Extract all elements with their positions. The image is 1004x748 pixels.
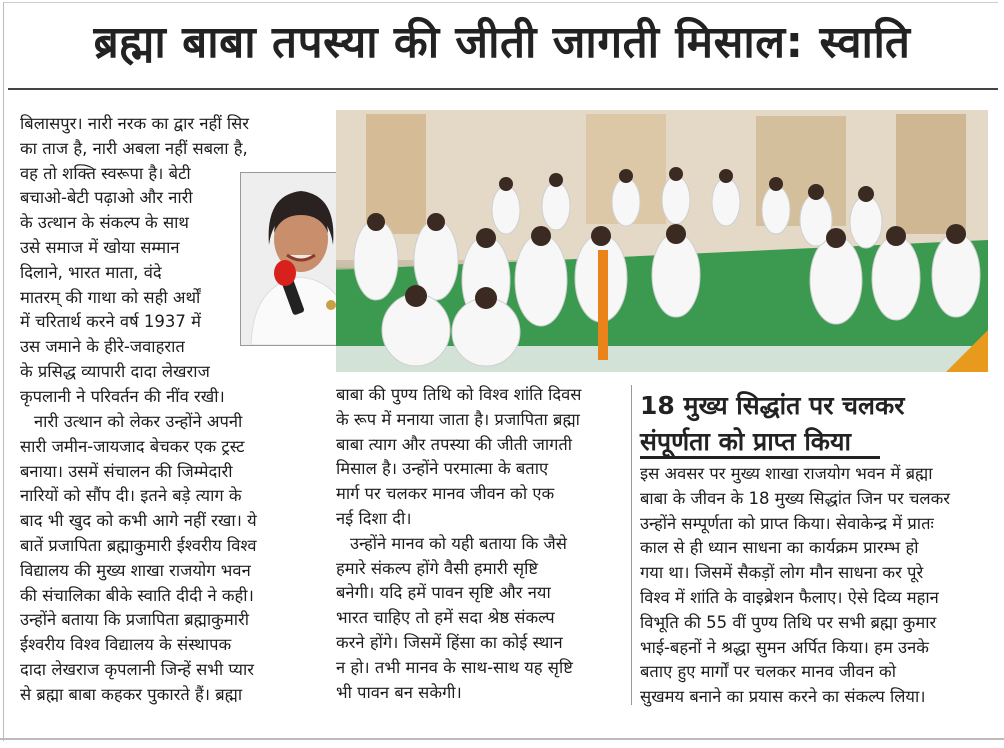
text-line: बाबा की पुण्य तिथि को विश्व शांति दिवस [336,385,582,404]
text-line: के रूप में मनाया जाता है। प्रजापिता ब्रह्मा [336,409,580,429]
text-line: बताए हुए मार्गों पर चलकर मानव जीवन को [640,662,896,682]
text-line: विश्व में शांति के वाइब्रेशन फैलाए। ऐसे दिव्य महान [640,587,939,607]
text-line: भाई-बहनों ने श्रद्धा सुमन अर्पित किया। हम उनके [640,637,929,657]
subheading-underline [640,456,880,459]
text-line: काल से ही ध्यान साधना का कार्यक्रम प्रारम्भ हो [640,538,919,558]
text-line [336,532,628,557]
text-line: उन्होंने सम्पूर्णता को प्राप्त किया। सेवाकेन्द्र में प्रातः [640,513,934,533]
text-line: दादा लेखराज कृपलानी जिन्हें सभी प्यार [20,659,254,679]
text-line: इस अवसर पर मुख्य शाखा राजयोग भवन में ब्रह्मा [640,464,933,483]
text-line: में चरितार्थ करने वर्ष 1937 में [20,312,201,332]
text-line: हमारे संकल्प होंगे वैसी हमारी सृष्टि [336,558,539,578]
text-line: का ताज है, नारी अबला नहीं सबला है, [20,138,248,158]
text-line: गया था। जिसमें सैकड़ों लोग मौन साधना कर पूरे [640,563,924,583]
text-line: के उत्थान के संकल्प के साथ [20,213,189,233]
text-line: बनाया। उसमें संचालन की जिम्मेदारी [20,461,233,481]
text-line: उन्होंने बताया कि प्रजापिता ब्रह्माकुमारी [20,610,250,630]
text-line: न हो। तभी मानव के साथ-साथ यह सृष्टि [336,657,573,677]
text-line: भी पावन बन सकेगी। [336,682,462,702]
text-span: नारी उत्थान को लेकर उन्होंने अपनी [34,412,243,431]
text-line: की संचालिका बीके स्वाति दीदी ने कही। [20,585,254,605]
event-photo [336,110,988,372]
text-line: मार्ग पर चलकर मानव जीवन को एक [336,484,555,504]
text-span: उन्होंने मानव को यही बताया कि जैसे [350,533,567,553]
text-line [20,112,320,137]
text-line: वह तो शक्ति स्वरूपा है। बेटी [20,163,191,183]
text-line: बातें प्रजापिता ब्रह्माकुमारी ईश्वरीय विश्व [20,535,257,555]
text-line: मिसाल है। उन्होंने परमात्मा के बताए [336,459,549,479]
text-line: ईश्वरीय विश्व विद्यालय के संस्थापक [20,635,232,655]
text-line: बाद भी खुद को कभी आगे नहीं रखा। ये [20,511,257,531]
subheading [640,388,904,460]
text-line: उसे समाज में खोया सम्मान [20,237,180,257]
text-line: उस जमाने के हीरे-जवाहरात [20,337,185,357]
text-line: कृपलानी ने परिवर्तन की नींव रखी। [20,386,225,406]
column-divider [631,385,632,705]
text-line: भारत चाहिए तो हमें सदा श्रेष्ठ संकल्प [336,608,555,628]
text-line: दिलाने, भारत माता, वंदे [20,262,162,282]
text-line: करने होंगे। जिसमें हिंसा का कोई स्थान [336,632,563,652]
col1-full [20,410,332,708]
headline: ब्रह्मा बाबा तपस्या की जीती जागती मिसाल: स्वाति [93,17,911,68]
text-line: सुखमय बनाने का प्रयास करने का संकल्प लिया। [640,687,926,707]
text-line: मातरम् की गाथा को सही अर्थों [20,287,201,307]
text-line: के प्रसिद्ध व्यापारी दादा लेखराज [20,361,210,381]
text-line: बचाओ-बेटी पढ़ाओ और नारी [20,188,193,208]
text-line: विभूति की 55 वीं पुण्य तिथि पर सभी ब्रह्मा कुमार [640,612,937,632]
headline-rule [8,88,998,90]
col3 [640,462,994,710]
text-line: विद्यालय की मुख्य शाखा राजयोग भवन [20,560,251,580]
text-line: सारी जमीन-जायजाद बेचकर एक ट्रस्ट [20,436,245,456]
dateline: बिलासपुर। नारी नरक का द्वार नहीं सिर [20,114,250,133]
bottom-rule [0,738,1004,740]
text-line: बनेगी। यदि हमें पावन सृष्टि और नया [336,583,551,603]
text-line: नारियों को सौंप दी। इतने बड़े त्याग के [20,486,242,506]
gathering-photo-icon [336,110,988,372]
text-line [20,410,332,435]
text-line: से ब्रह्मा बाबा कहकर पुकारते हैं। ब्रह्मा [20,684,243,704]
subheading-line-1: 18 मुख्य सिद्धांत पर चलकर [640,391,905,420]
col2 [336,383,628,705]
text-line: बाबा त्याग और तपस्या की जीती जागती [336,434,573,454]
subheading-line-2: संपूर्णता को प्राप्त किया [640,427,851,456]
text-line: नई दिशा दी। [336,508,412,528]
text-line: बाबा के जीवन के 18 मुख्य सिद्धांत जिन पर चलकर [640,488,951,508]
